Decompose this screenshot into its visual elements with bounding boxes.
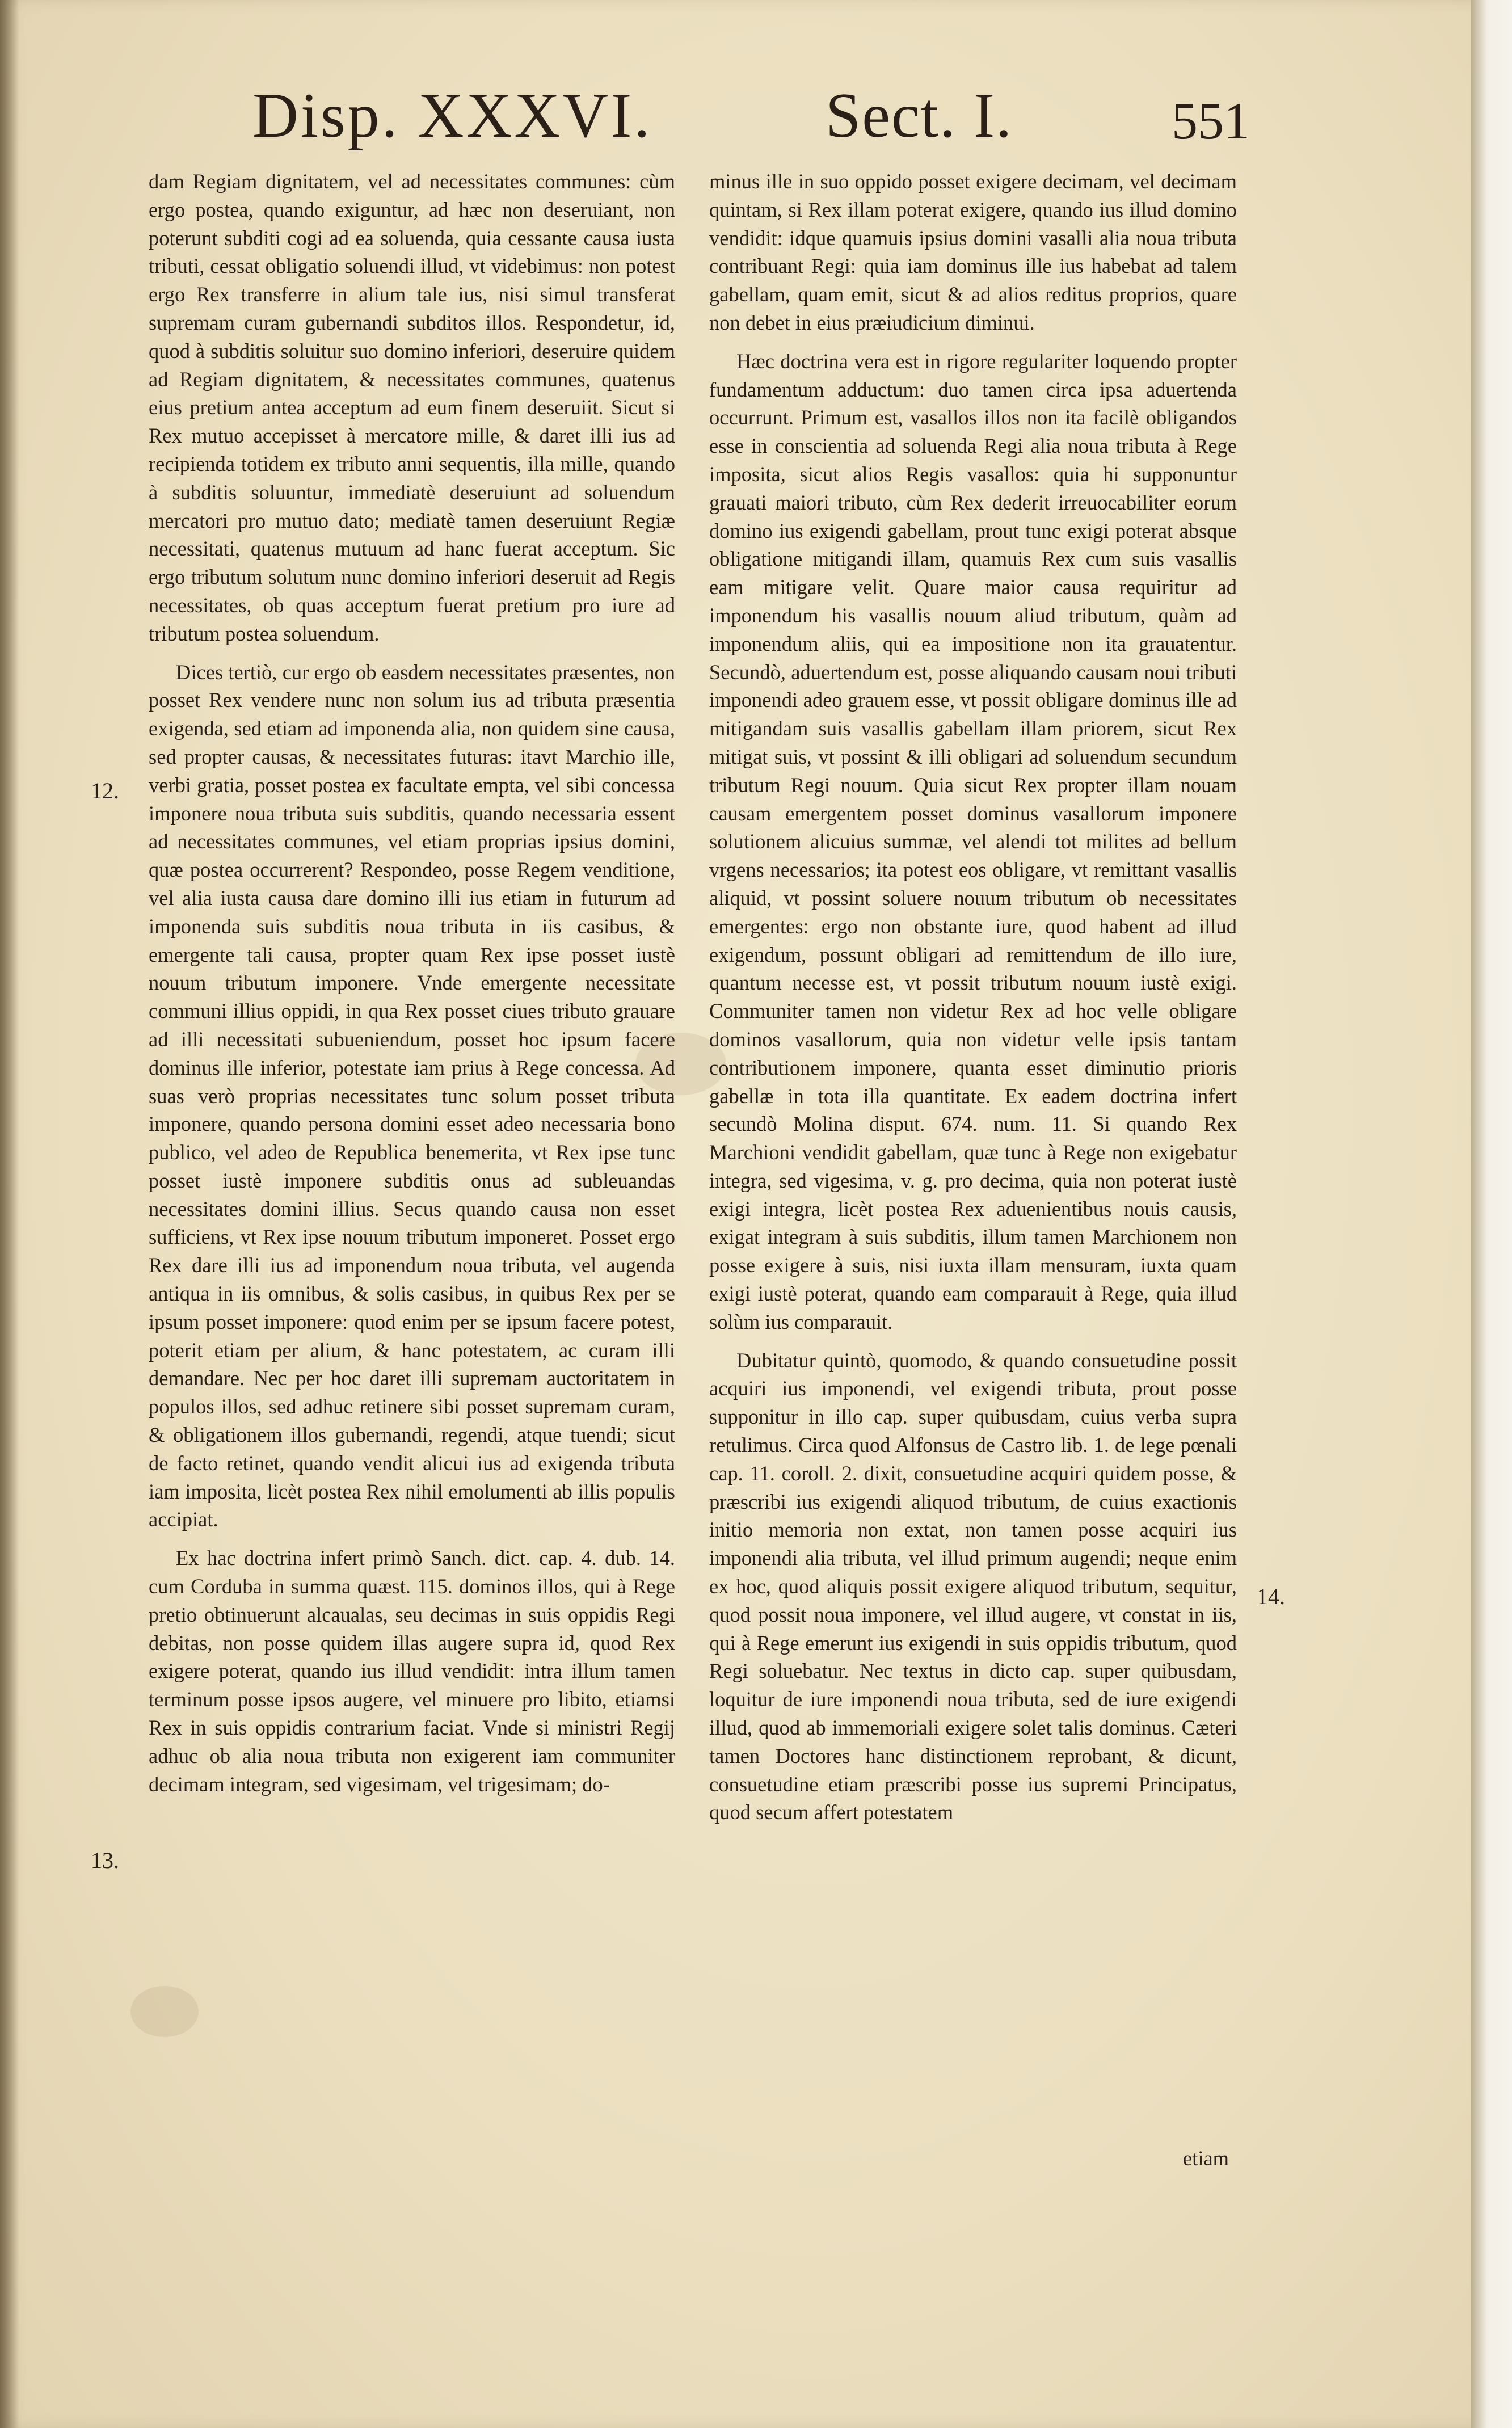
- paragraph: Dubitatur quintò, quomodo, & quando consuetudine possit acquiri ius imponendi, vel exigendi tributa, prout posse supponitur in illo cap. super quibusdam, cuius verba supra retulimus. Circa quod Alfonsus de Castro lib. 1. de lege pœnali cap. 11. coroll. 2. dixit, consuetudine acquiri quidem posse, & præscribi ius exigendi aliquod tributum, de cuius exactionis initio memoria non extat, non tamen posse acquiri ius imponendi alia tributa, vel illud primum augendi; neque enim ex hoc, quod aliquis possit exigere aliquod tributum, sequitur, quod possit noua imponere, vel illud augere, vt constat in iis, qui à Rege emerunt ius exigendi in suis oppidis tributum, quod Regi soluebatur. Nec textus in dicto cap. super quibusdam, loquitur de iure imponendi noua tributa, sed de iure exigendi illud, quod ab immemoriali exigere solet talis dominus. Cæteri tamen Doctores hanc distinctionem reprobant, & dicunt, consuetudine etiam præscribi posse ius supremi Principatus, quod secum affert potestatem: [709, 1348, 1237, 1824]
- age-stain: [130, 1986, 199, 2037]
- text-column-right: [709, 167, 1237, 1837]
- catchword: etiam: [1183, 2147, 1229, 2170]
- running-header: [0, 79, 1471, 153]
- paragraph: Hæc doctrina vera est in rigore regulariter loquendo propter fundamentum adductum: duo tamen circa ipsa aduertenda occurrunt. Primum est, vasallos illos non ita facilè obligandos esse in conscientia ad soluenda Regi alia noua tributa à Rege imposita, sicut alios Regis vasallos: quia hi supponuntur grauati maiori tributo, cùm Rex dederit irreuocabiliter eorum domino ius exigendi gabellam, prout tunc exigi poterat absque obligatione mitigandi illam, quamuis Rex cum suis vasallis eam mitigare velit. Quare maior causa requiritur ad imponendum his vasallis nouum aliud tributum, quàm ad imponendum aliis, qui ea impositione non ita grauatentur. Secundò, aduertendum est, posse aliquando causam noui tributi imponendi adeo grauem esse, vt possit obligare dominus ille ad mitigandam suis vasallis gabellam illam priorem, sicut Rex mitigat suis, vt possint & illi obligari ad soluendum secundum tributum Regi nouum. Quia sicut Rex propter illam nouam causam emergentem posset dominus vasallorum imponere solutionem alicuius summæ, vel alendi tot milites ad bellum vrgens necessarios; ita potest eos obligare, vt remittant vasallis aliquid, vt possint soluere nouum tributum ob necessitates emergentes: ergo non obstante iure, quod habent ad illud exigendum, possunt obligari ad remittendum de illo iure, quantum necesse est, vt possit tributum nouum iustè exigi. Communiter tamen non videtur Rex ad hoc velle obligare dominos vasallorum, quia non videtur velle ipsis tantam contributionem imponere, quanta esset diminutio prioris gabellæ in tota illa quantitate. Ex eadem doctrina infert secundò Molina disput. 674. num. 11. Si quando Rex Marchioni vendidit gabellam, quæ tunc à Rege non exigebatur integra, sed vigesima, v. g. pro decima, quia non poterat iustè exigi integra, licèt postea Rex aduenientibus nouis causis, exigat integram à suis subditis, illum tamen Marchionem non posse exigere à suis, nisi iuxta illam mensuram, iuxta quam exigi iustè poterat, quando eam comparauit à Rege, quia illud solùm ius comparauit.: [709, 349, 1237, 1333]
- binding-gutter: [0, 0, 19, 2428]
- paragraph: minus ille in suo oppido posset exigere decimam, vel decimam quintam, si Rex illam poterat exigere, quando ius illud domino vendidit: idque quamuis ipsius domini vasalli alia noua tributa contribuant Regi: quia iam dominus ille ius habebat ad talem gabellam, quam emit, sicut & ad alios reditus proprios, quare non debet in eius præiudicium diminui.: [709, 170, 1237, 334]
- running-title-disputation: Disp. XXXVI.: [252, 81, 652, 151]
- running-title-section: Sect. I.: [826, 81, 1013, 151]
- margin-number-12: 12.: [91, 778, 119, 803]
- page-edge: [1471, 0, 1512, 2428]
- text-column-left: [149, 167, 675, 1808]
- page-number: 551: [1172, 92, 1250, 150]
- paragraph: Ex hac doctrina infert primò Sanch. dict. cap. 4. dub. 14. cum Corduba in summa quæst. 115. dominos illos, qui à Rege pretio obtinuerunt alcaualas, seu decimas in suis oppidis Regi debitas, non posse quidem illas augere supra id, quod Rex exigere poterat, quando ius illud vendidit: intra illum tamen terminum posse ipsos augere, vel minuere pro libito, etiamsi Rex in suis oppidis contrarium faciat. Vnde si ministri Regij adhuc ob alia noua tributa non exigerent iam communiter decimam integram, sed vigesimam, vel trigesimam; do-: [149, 1546, 675, 1796]
- margin-number-13: 13.: [91, 1848, 119, 1873]
- margin-number-14: 14.: [1257, 1584, 1285, 1609]
- paragraph: dam Regiam dignitatem, vel ad necessitates communes: cùm ergo postea, quando exiguntur, ad hæc non deseruiant, non poterunt subditi cogi ad ea soluenda, quia cessante causa iusta tributi, cessat obligatio soluendi illud, vt videbimus: non potest ergo Rex transferre in alium tale ius, nisi simul transferat supremam curam gubernandi subditos illos. Respondetur, id, quod à subditis soluitur suo domino inferiori, deseruire quidem ad Regiam dignitatem, & necessitates communes, quatenus eius pretium antea acceptum ad eum finem deseruiit. Sicut si Rex mutuo accepisset à mercatore mille, & daret illi ius ad recipienda totidem ex tributo anni sequentis, illa mille, quando à subditis soluuntur, immediatè deseruiunt ad soluendum mercatori pro mutuo dato; mediatè tamen deseruiunt Regiæ necessitati, quatenus mutuum ad hanc fuerat acceptum. Sic ergo tributum solutum nunc domino inferiori deseruit ad Regis necessitates, ob quas acceptum fuerat pretium pro iure ad tributum postea soluendum.: [149, 170, 675, 645]
- paragraph: Dices tertiò, cur ergo ob easdem necessitates præsentes, non posset Rex vendere nunc non solum ius ad tributa præsentia exigenda, sed etiam ad imponenda alia, non quidem sine causa, sed propter causas, & necessitates futuras: itavt Marchio ille, verbi gratia, posset postea ex facultate empta, vel sibi concessa imponere noua tributa suis subditis, quando necessaria essent ad necessitates communes, vel etiam proprias ipsius domini, quæ postea occurrerent? Respondeo, posse Regem venditione, vel alia iusta causa dare domino illi ius etiam in futurum ad imponenda suis subditis noua tributa in iis casibus, & emergente tali causa, propter quam Rex ipse posset iustè nouum tributum imponere. Vnde emergente necessitate communi illius oppidi, in qua Rex posset ciues tributo grauare ad illi necessitati subueniendum, posset hoc ipsum facere dominus ille inferior, potestate iam prius à Rege concessa. Ad suas verò proprias necessitates tunc solum posset tributa imponere, quando persona domini esset adeo necessaria bono publico, vel adeo de Republica benemerita, vt Rex ipse tunc posset iustè imponere subditis onus ad subleuandas necessitates domini illius. Secus quando causa non esset sufficiens, vt Rex ipse nouum tributum imponeret. Posset ergo Rex dare illi ius ad imponendum noua tributa, vel augenda antiqua in iis omnibus, & solis casibus, in quibus Rex per se ipsum posset imponere: quod enim per se ipsum facere potest, poterit etiam per alium, & hanc potestatem, ac curam illi demandare. Nec per hoc daret illi supremam auctoritatem in populos illos, sed adhuc retinere sibi posset supremam curam, & obligationem illos gubernandi, regendi, atque tuendi; sicut de facto retinet, quando vendit alicui ius ad exigenda tributa iam imposita, licèt postea Rex nihil emolumenti ab illis populis accipiat.: [149, 660, 675, 1531]
